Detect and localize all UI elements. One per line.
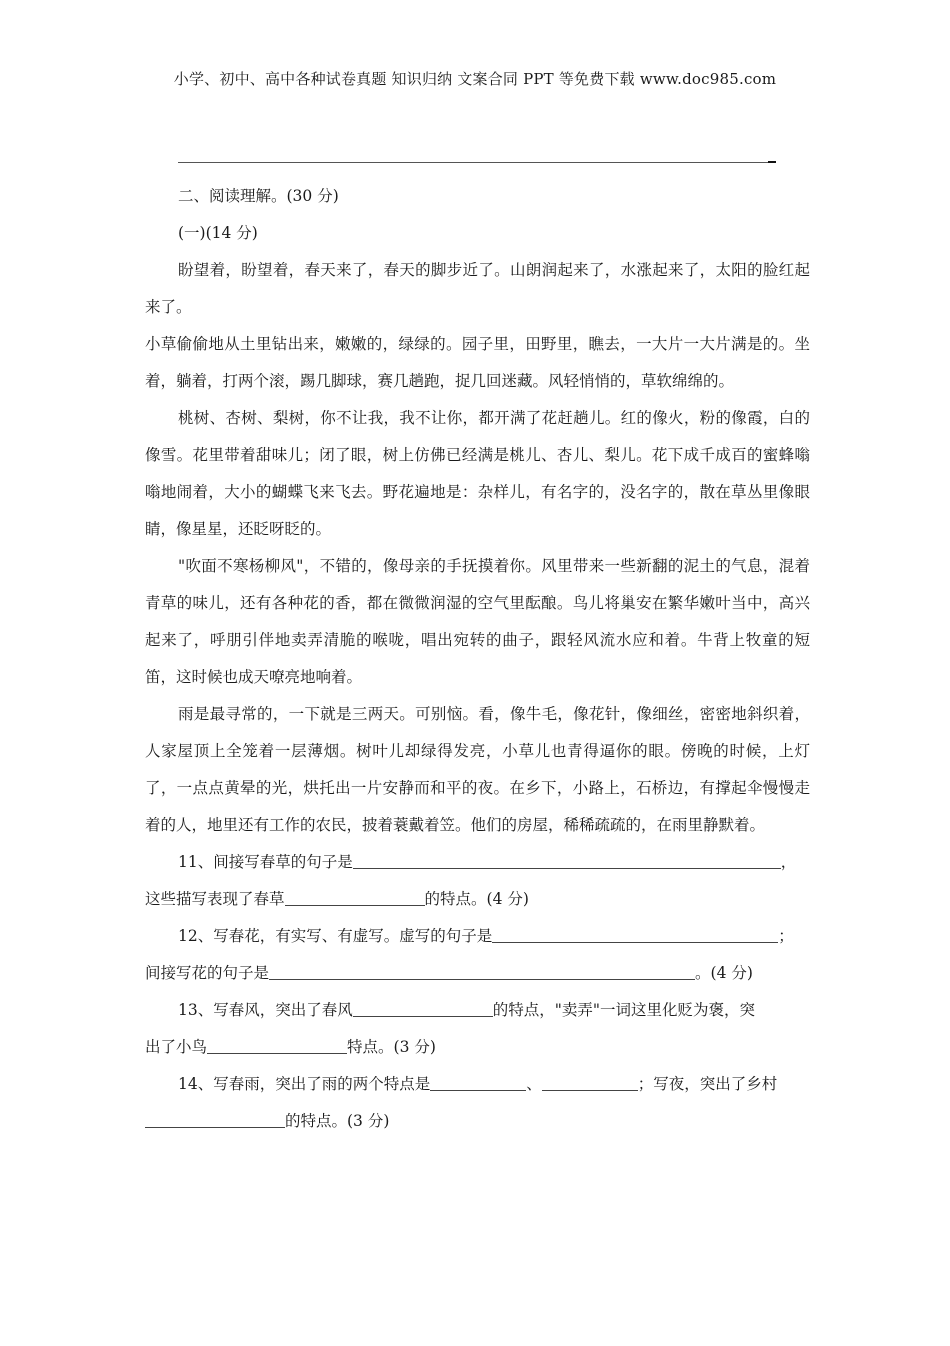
question-12 bbox=[145, 918, 810, 992]
answer-blank-14a[interactable] bbox=[430, 1074, 526, 1091]
question-13-middle: 的特点，"卖弄"一词这里化贬为褒，突 bbox=[492, 1001, 755, 1019]
header-divider bbox=[178, 162, 776, 163]
question-13-prompt: 13、写春风，突出了春风 bbox=[178, 1001, 353, 1019]
section-subtitle: (一)(14 分) bbox=[178, 224, 258, 242]
passage-paragraph-1: 盼望着，盼望着，春天来了，春天的脚步近了。山朗润起来了，水涨起来了，太阳的脸红起来了。 bbox=[145, 261, 810, 316]
question-11-prompt: 11、间接写春草的句子是 bbox=[178, 853, 353, 871]
question-14 bbox=[145, 1066, 810, 1140]
passage-paragraph-3: 桃树、杏树、梨树，你不让我，我不让你，都开满了花赶趟儿。红的像火，粉的像霞，白的像雪。花里带着甜味儿；闭了眼，树上仿佛已经满是桃儿、杏儿、梨儿。花下成千成百的蜜蜂嗡嗡地闹着，大小的蝴蝶飞来飞去。野花遍地是：杂样儿，有名字的，没名字的，散在草丛里像眼睛，像星星，还眨呀眨的。 bbox=[145, 409, 810, 538]
question-12-points: 。(4 分) bbox=[695, 964, 753, 982]
question-12-punct: ； bbox=[778, 927, 794, 945]
question-14-points: 的特点。(3 分) bbox=[285, 1112, 390, 1130]
question-14-middle: ；写夜，突出了乡村 bbox=[637, 1075, 778, 1093]
question-11-punct: ， bbox=[780, 853, 797, 871]
passage-paragraph-2: 小草偷偷地从土里钻出来，嫩嫩的，绿绿的。园子里，田野里，瞧去，一大片一大片满是的。坐着，躺着，打两个滚，踢几脚球，赛几趟跑，捉几回迷藏。风轻悄悄的，草软绵绵的。 bbox=[145, 335, 810, 390]
question-12-prompt: 12、写春花，有实写、有虚写。虚写的句子是 bbox=[178, 927, 493, 945]
answer-blank-14c[interactable] bbox=[145, 1111, 285, 1128]
question-13-prompt-2: 出了小鸟 bbox=[145, 1038, 208, 1056]
question-13-points: 特点。(3 分) bbox=[347, 1038, 436, 1056]
answer-blank-11a[interactable] bbox=[353, 852, 781, 869]
question-14-prompt: 14、写春雨，突出了雨的两个特点是 bbox=[178, 1075, 431, 1093]
question-11 bbox=[145, 844, 810, 918]
answer-blank-11b[interactable] bbox=[285, 889, 425, 906]
section-title: 二、阅读理解。(30 分) bbox=[178, 187, 339, 205]
passage-paragraph-5: 雨是最寻常的，一下就是三两天。可别恼。看，像牛毛，像花针，像细丝，密密地斜织着，人家屋顶上全笼着一层薄烟。树叶儿却绿得发亮，小草儿也青得逼你的眼。傍晚的时候，上灯了，一点点黄晕的光，烘托出一片安静而和平的夜。在乡下，小路上，石桥边，有撑起伞慢慢走着的人，地里还有工作的农民，披着蓑戴着笠。他们的房屋，稀稀疏疏的，在雨里静默着。 bbox=[145, 705, 810, 834]
passage-paragraph-4: "吹面不寒杨柳风"，不错的，像母亲的手抚摸着你。风里带来一些新翻的泥土的气息，混着青草的味儿，还有各种花的香，都在微微润湿的空气里酝酿。鸟儿将巢安在繁华嫩叶当中，高兴起来了，呼朋引伴地卖弄清脆的喉咙，唱出宛转的曲子，跟轻风流水应和着。牛背上牧童的短笛，这时候也成天嘹亮地响着。 bbox=[145, 557, 810, 686]
question-11-prompt-2: 这些描写表现了春草 bbox=[145, 890, 285, 908]
answer-blank-13a[interactable] bbox=[353, 1000, 493, 1017]
question-14-sep: 、 bbox=[526, 1075, 542, 1093]
answer-blank-13b[interactable] bbox=[207, 1037, 347, 1054]
question-11-points: 的特点。(4 分) bbox=[424, 890, 529, 908]
question-13 bbox=[145, 992, 810, 1066]
document-body bbox=[145, 178, 810, 1140]
answer-blank-12b[interactable] bbox=[269, 963, 695, 980]
answer-blank-14b[interactable] bbox=[542, 1074, 638, 1091]
header-divider-end bbox=[768, 161, 776, 163]
page-header: 小学、初中、高中各种试卷真题 知识归纳 文案合同 PPT 等免费下载 www.doc985.com bbox=[173, 70, 777, 88]
question-12-prompt-2: 间接写花的句子是 bbox=[145, 964, 270, 982]
answer-blank-12a[interactable] bbox=[492, 926, 778, 943]
